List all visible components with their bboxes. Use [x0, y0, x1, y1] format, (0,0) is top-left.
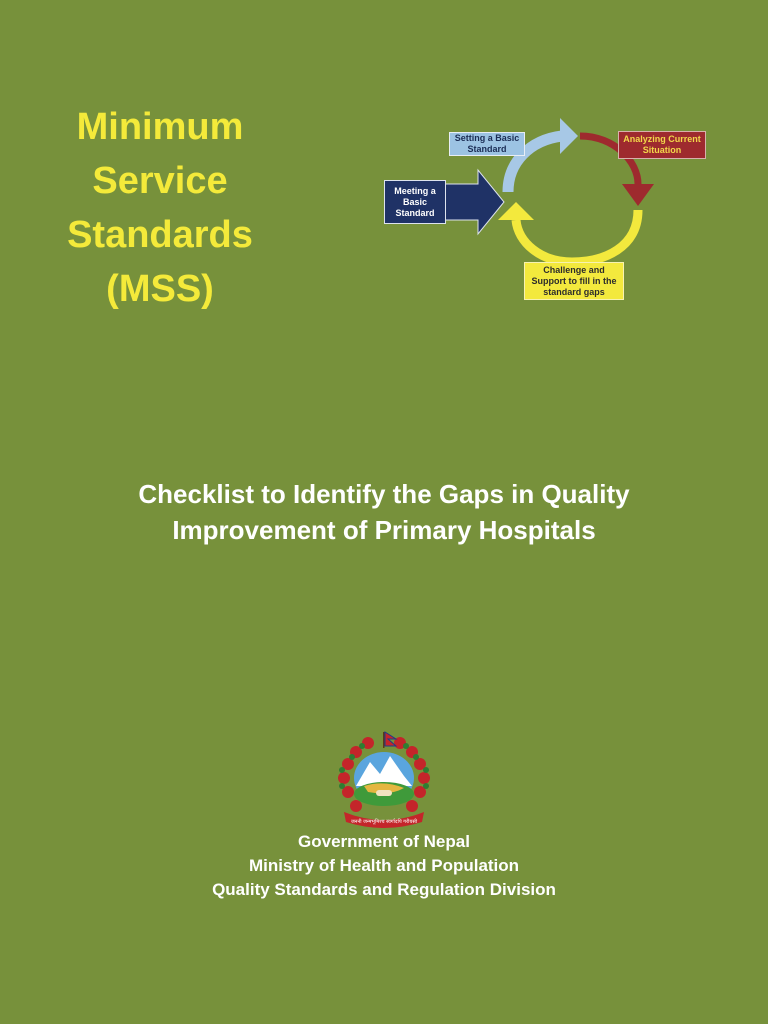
publisher-line: Ministry of Health and Population — [248, 856, 520, 875]
box-text-line: Analyzing Current — [623, 134, 701, 144]
mss-title-line: Standards — [67, 214, 253, 256]
publisher-line: Quality Standards and Regulation Division — [212, 880, 556, 899]
cycle-arrowhead-dark-red — [622, 184, 654, 206]
publisher-block — [100, 830, 668, 902]
analyzing-current-situation-box — [618, 131, 706, 159]
box-text-line: standard gaps — [543, 286, 605, 297]
cycle-arrowhead-light-blue — [560, 118, 578, 154]
emblem-graphic — [328, 730, 440, 830]
box-text-line: Support to fill in the — [531, 275, 617, 286]
cycle-arrow-navy — [444, 170, 504, 234]
box-text-line: Situation — [642, 145, 682, 155]
quality-cycle-diagram — [380, 112, 720, 307]
publisher-line: Government of Nepal — [298, 832, 470, 851]
meeting-basic-standard-box — [384, 180, 446, 224]
box-text-line: Challenge and — [543, 264, 605, 275]
box-text-line: Meeting a — [394, 185, 436, 196]
box-text-line: Standard — [467, 144, 507, 154]
document-title — [30, 476, 738, 548]
mss-title — [40, 100, 280, 316]
challenge-support-box — [524, 262, 624, 300]
nepal-coat-of-arms-icon — [328, 730, 440, 830]
box-text-line: Standard — [395, 207, 435, 218]
emblem-motto: जननी जन्मभूमिश्च स्वर्गादपि गरीयसी — [350, 819, 418, 825]
document-title-line: Improvement of Primary Hospitals — [172, 515, 596, 545]
box-text-line: Setting a Basic — [454, 133, 520, 143]
cycle-arrow-yellow — [516, 210, 638, 262]
document-title-line: Checklist to Identify the Gaps in Quality — [138, 479, 630, 509]
setting-basic-standard-box — [449, 132, 525, 156]
mss-title-line: Service — [92, 160, 228, 202]
mss-title-line: (MSS) — [106, 268, 214, 310]
box-text-line: Basic — [402, 196, 428, 207]
cycle-arrowhead-yellow — [498, 202, 534, 220]
mss-title-line: Minimum — [76, 106, 244, 148]
